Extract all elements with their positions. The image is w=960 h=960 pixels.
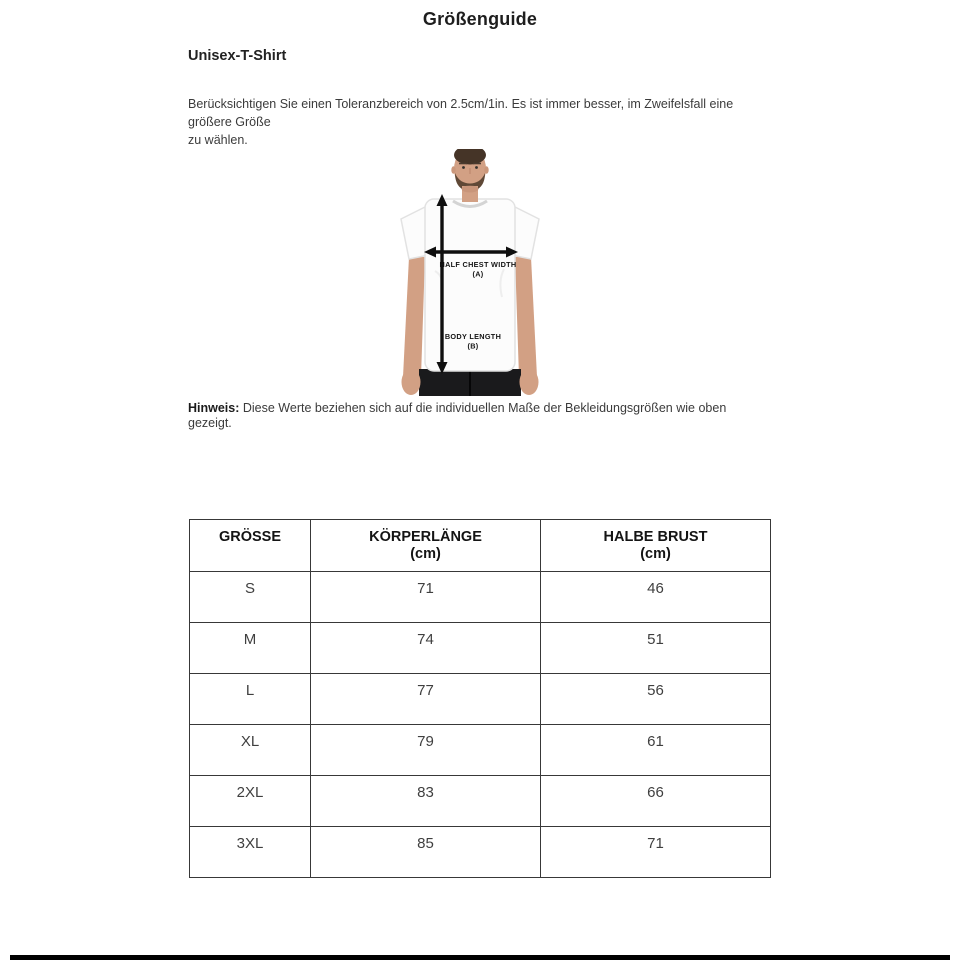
left-ear: [451, 166, 455, 174]
cell-size: L: [190, 674, 311, 725]
tolerance-paragraph: [188, 95, 772, 149]
cell-body-length: 85: [311, 827, 541, 878]
cell-size: M: [190, 623, 311, 674]
table-row: [190, 776, 771, 827]
column-header-size-label: GRÖSSE: [218, 529, 282, 545]
left-hand: [402, 369, 421, 395]
half-chest-label: HALF CHEST WIDTH: [439, 260, 517, 269]
neck-shadow: [462, 186, 479, 193]
cell-size: 3XL: [190, 827, 311, 878]
cell-body-length: 77: [311, 674, 541, 725]
table-row: [190, 725, 771, 776]
cell-half-chest: 66: [541, 776, 771, 827]
content-area: [188, 49, 772, 878]
half-chest-code: (A): [472, 269, 484, 279]
note-paragraph: [188, 401, 772, 431]
right-hand: [520, 369, 539, 395]
cell-half-chest: 51: [541, 623, 771, 674]
body-length-label: BODY LENGTH: [444, 332, 502, 341]
column-header-half-chest-unit: (cm): [640, 546, 671, 562]
column-header-body-length-label: KÖRPERLÄNGE: [369, 529, 482, 545]
cell-half-chest: 71: [541, 827, 771, 878]
product-name-heading: Unisex-T-Shirt: [188, 48, 287, 64]
cell-size: XL: [190, 725, 311, 776]
cell-size: S: [190, 572, 311, 623]
tshirt-measurement-photo: [385, 149, 575, 396]
page-title: Größenguide: [422, 9, 538, 29]
left-eye: [462, 166, 465, 169]
bottom-bar: [10, 955, 950, 960]
right-ear: [484, 166, 488, 174]
table-row: [190, 827, 771, 878]
body-length-code: (B): [467, 341, 479, 351]
tolerance-line-2: zu wählen.: [188, 133, 248, 147]
size-table: [189, 519, 771, 878]
cell-half-chest: 56: [541, 674, 771, 725]
cell-body-length: 83: [311, 776, 541, 827]
column-header-body-length-unit: (cm): [410, 546, 441, 562]
right-eye: [475, 166, 478, 169]
table-row: [190, 674, 771, 725]
column-header-half-chest-label: HALBE BRUST: [603, 529, 708, 545]
column-header-half-chest: [541, 520, 771, 572]
table-row: [190, 572, 771, 623]
note-text: Diese Werte beziehen sich auf die individuellen Maße der Bekleidungsgrößen wie oben gezeigt.: [188, 401, 727, 430]
cell-half-chest: 46: [541, 572, 771, 623]
cell-body-length: 79: [311, 725, 541, 776]
column-header-size: [190, 520, 311, 572]
column-header-body-length: [311, 520, 541, 572]
note-label: Hinweis:: [188, 401, 240, 415]
cell-half-chest: 61: [541, 725, 771, 776]
cell-body-length: 71: [311, 572, 541, 623]
table-header-row: [190, 520, 771, 572]
table-row: [190, 623, 771, 674]
size-diagram: [385, 149, 575, 396]
cell-body-length: 74: [311, 623, 541, 674]
tolerance-line-1: Berücksichtigen Sie einen Toleranzbereich von 2.5cm/1in. Es ist immer besser, im Zweifelsfall eine größere Größe: [188, 97, 734, 129]
cell-size: 2XL: [190, 776, 311, 827]
